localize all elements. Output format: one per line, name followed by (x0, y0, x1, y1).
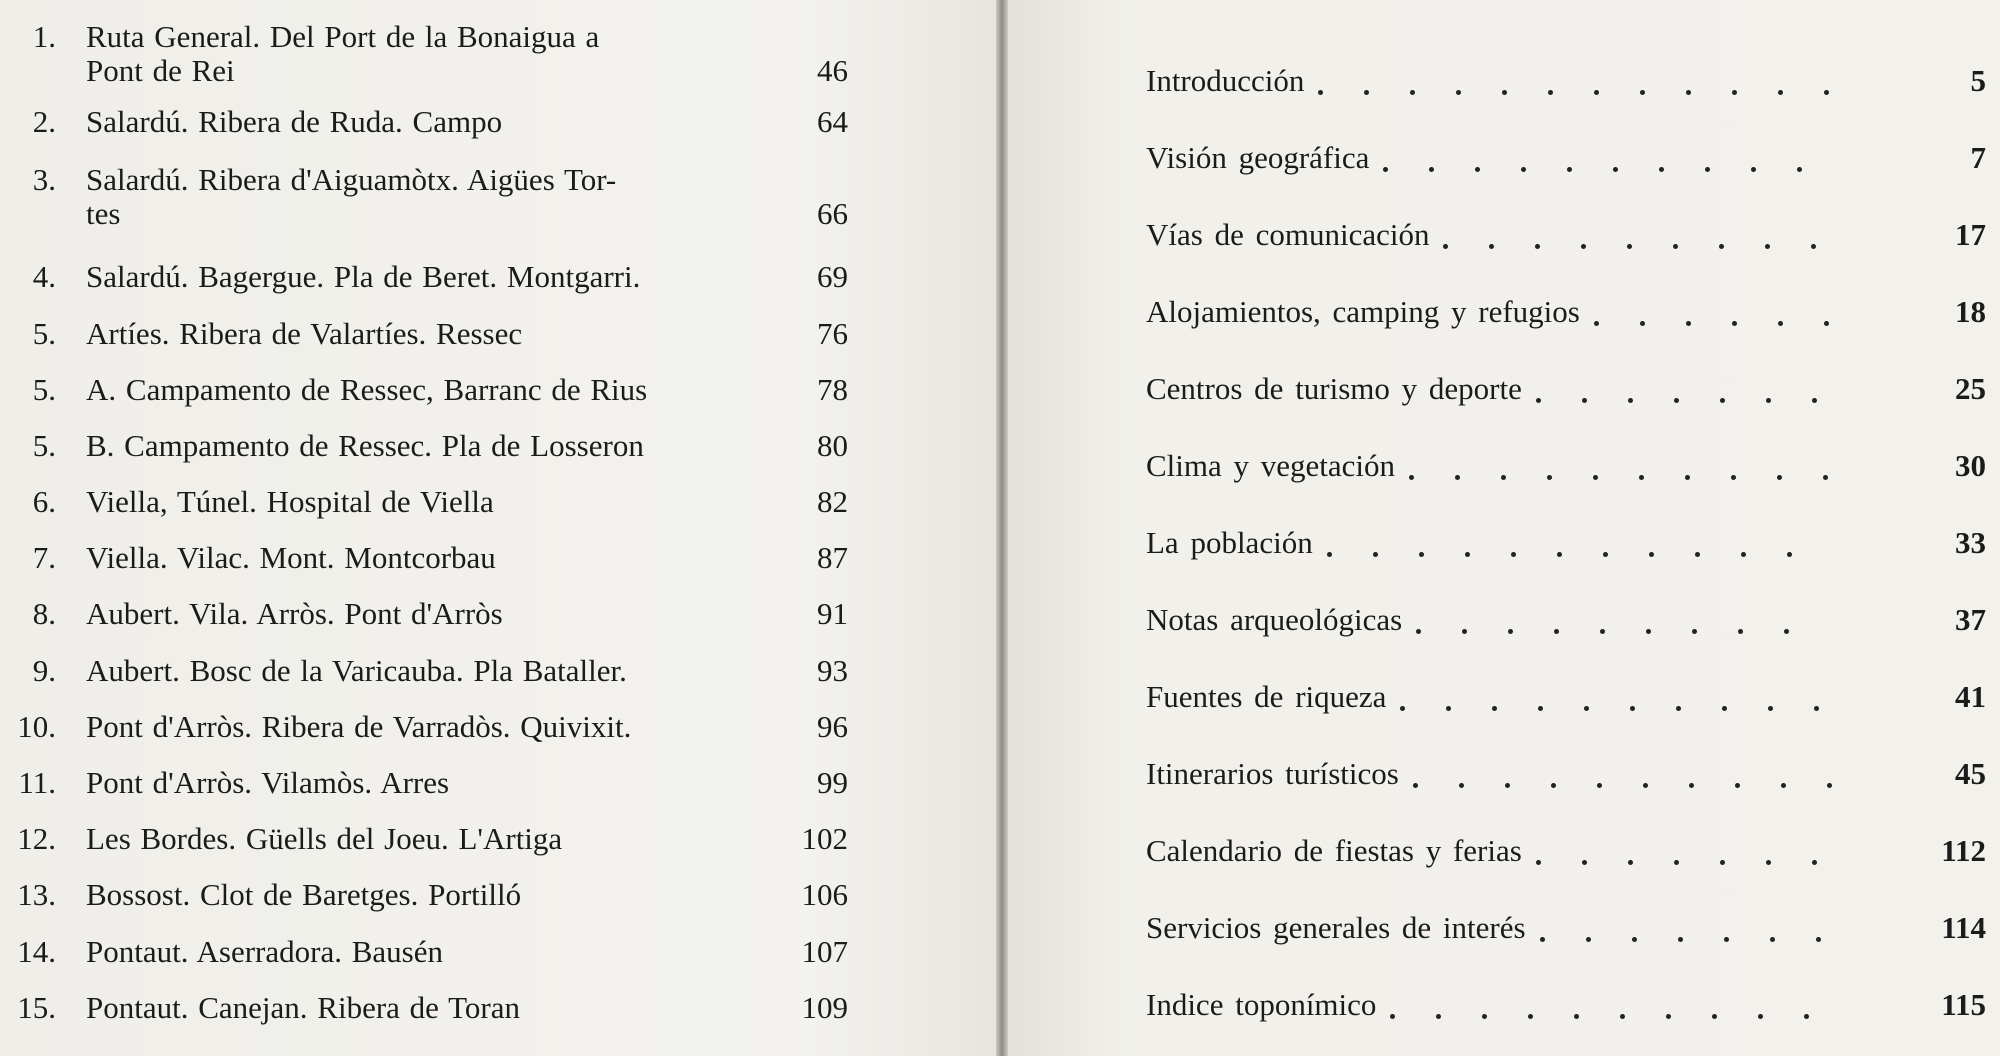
toc-page-number: 30 (1955, 448, 1986, 483)
leader-dot (1597, 783, 1602, 788)
leader-dot (1778, 90, 1783, 95)
entry-title-line: Les Bordes. Güells del Joeu. L'Artiga (86, 821, 563, 856)
toc-entry-title: Calendario de fiestas y ferias (1146, 833, 1522, 868)
leader-dot (1613, 167, 1618, 172)
leader-dot (1390, 1014, 1395, 1019)
toc-entry-title: Visión geográfica (1146, 140, 1370, 175)
leader-dot (1720, 398, 1725, 403)
leader-dot (1538, 706, 1543, 711)
leader-dot (1686, 90, 1691, 95)
entry-title-line: Salardú. Ribera de Ruda. Campo (86, 104, 503, 139)
entry-number: 5. (32, 428, 56, 463)
leader-dot (1695, 552, 1700, 557)
leader-dot (1812, 860, 1817, 865)
leader-dot (1766, 860, 1771, 865)
entry-title-line: Viella. Vilac. Mont. Montcorbau (86, 540, 496, 575)
entry-page-number: 93 (817, 653, 848, 688)
leader-dot (1766, 398, 1771, 403)
leader-dot (1824, 321, 1829, 326)
entry-page-number: 76 (817, 316, 848, 351)
leader-dot (1758, 1014, 1763, 1019)
toc-page-number: 41 (1955, 679, 1986, 714)
entry-title-line: Bossost. Clot de Baretges. Portilló (86, 877, 522, 912)
leader-dot (1719, 244, 1724, 249)
leader-dot (1410, 90, 1415, 95)
leader-dot (1364, 90, 1369, 95)
leader-dot (1720, 860, 1725, 865)
leader-dot (1724, 937, 1729, 942)
toc-entry-title: Fuentes de riqueza (1146, 679, 1387, 714)
leader-dot (1735, 783, 1740, 788)
leader-dot (1686, 321, 1691, 326)
toc-entry-title: La población (1146, 525, 1313, 560)
entry-number: 4. (32, 259, 56, 294)
leader-dot (1582, 860, 1587, 865)
leader-dot (1594, 321, 1599, 326)
leader-dot (1475, 167, 1480, 172)
leader-dot (1685, 475, 1690, 480)
leader-dot (1505, 783, 1510, 788)
leader-dot (1508, 629, 1513, 634)
entry-number: 3. (32, 162, 56, 197)
leader-dot (1400, 706, 1405, 711)
entry-title-line: Ruta General. Del Port de la Bonaigua a (86, 19, 600, 54)
entry-page-number: 107 (801, 934, 848, 969)
entry-number: 5. (32, 316, 56, 351)
leader-dot (1593, 475, 1598, 480)
leader-dot (1632, 937, 1637, 942)
entry-title-line: A. Campamento de Ressec, Barranc de Rius (86, 372, 648, 407)
entry-page-number: 69 (817, 259, 848, 294)
leader-dot (1501, 475, 1506, 480)
leader-dot (1528, 1014, 1533, 1019)
toc-entry-title: Notas arqueológicas (1146, 602, 1403, 637)
leader-dot (1455, 475, 1460, 480)
leader-dot (1459, 783, 1464, 788)
leader-dot (1640, 90, 1645, 95)
leader-dot (1673, 244, 1678, 249)
leader-dot (1554, 629, 1559, 634)
toc-entry-title: Itinerarios turísticos (1146, 756, 1399, 791)
leader-dot (1784, 629, 1789, 634)
entry-number: 15. (17, 990, 56, 1025)
entry-title-line: Pont d'Arròs. Vilamòs. Arres (86, 765, 450, 800)
leader-dot (1777, 475, 1782, 480)
leader-dot (1409, 475, 1414, 480)
leader-dot (1492, 706, 1497, 711)
entry-number: 9. (32, 653, 56, 688)
entry-number: 7. (32, 540, 56, 575)
leader-dot (1765, 244, 1770, 249)
leader-dot (1548, 90, 1553, 95)
toc-entry-title: Clima y vegetación (1146, 448, 1396, 483)
entry-number: 1. (32, 19, 56, 54)
leader-dot (1429, 167, 1434, 172)
leader-dot (1630, 706, 1635, 711)
leader-dot (1722, 706, 1727, 711)
leader-dot (1511, 552, 1516, 557)
leader-dot (1639, 475, 1644, 480)
entry-number: 13. (17, 877, 56, 912)
leader-dot (1732, 90, 1737, 95)
entry-number: 8. (32, 596, 56, 631)
leader-dot (1646, 629, 1651, 634)
leader-dot (1640, 321, 1645, 326)
leader-dot (1689, 783, 1694, 788)
leader-dot (1781, 783, 1786, 788)
leader-dot (1678, 937, 1683, 942)
leader-dot (1643, 783, 1648, 788)
entry-title-line: Salardú. Ribera d'Aiguamòtx. Aigües Tor- (86, 162, 617, 197)
leader-dot (1567, 167, 1572, 172)
entry-number: 2. (32, 104, 56, 139)
leader-dot (1581, 244, 1586, 249)
toc-page-number: 115 (1941, 987, 1986, 1022)
leader-dot (1811, 244, 1816, 249)
leader-dot (1824, 90, 1829, 95)
leader-dot (1628, 398, 1633, 403)
entry-title-line: Pont de Rei (86, 53, 235, 88)
leader-dot (1676, 706, 1681, 711)
leader-dot (1443, 244, 1448, 249)
leader-dot (1462, 629, 1467, 634)
leader-dot (1804, 1014, 1809, 1019)
leader-dot (1557, 552, 1562, 557)
entry-page-number: 78 (817, 372, 848, 407)
leader-dot (1318, 90, 1323, 95)
leader-dot (1741, 552, 1746, 557)
leader-dot (1620, 1014, 1625, 1019)
leader-dot (1383, 167, 1388, 172)
leader-dot (1465, 552, 1470, 557)
entry-title-line: Aubert. Vila. Arròs. Pont d'Arròs (86, 596, 503, 631)
toc-entry-title: Centros de turismo y deporte (1146, 371, 1522, 406)
leader-dot (1628, 860, 1633, 865)
entry-page-number: 80 (817, 428, 848, 463)
entry-page-number: 82 (817, 484, 848, 519)
toc-entry-title: Servicios generales de interés (1146, 910, 1526, 945)
entry-page-number: 96 (817, 709, 848, 744)
leader-dot (1586, 937, 1591, 942)
entry-title-line: tes (86, 196, 121, 231)
leader-dot (1659, 167, 1664, 172)
leader-dot (1731, 475, 1736, 480)
entry-page-number: 109 (801, 990, 848, 1025)
leader-dot (1674, 860, 1679, 865)
entry-title-line: Pontaut. Canejan. Ribera de Toran (86, 990, 520, 1025)
leader-dot (1797, 167, 1802, 172)
leader-dot (1674, 398, 1679, 403)
entry-title-line: Salardú. Bagergue. Pla de Beret. Montgarri. (86, 259, 641, 294)
entry-page-number: 106 (801, 877, 848, 912)
entry-page-number: 99 (817, 765, 848, 800)
leader-dot (1649, 552, 1654, 557)
leader-dot (1446, 706, 1451, 711)
leader-dot (1436, 1014, 1441, 1019)
leader-dot (1416, 629, 1421, 634)
entry-title-line: Aubert. Bosc de la Varicauba. Pla Bataller. (86, 653, 627, 688)
leader-dot (1768, 706, 1773, 711)
leader-dot (1827, 783, 1832, 788)
toc-page-number: 25 (1955, 371, 1986, 406)
toc-page-number: 112 (1941, 833, 1986, 868)
toc-page-number: 33 (1955, 525, 1986, 560)
entry-title-line: Viella, Túnel. Hospital de Viella (86, 484, 494, 519)
leader-dot (1787, 552, 1792, 557)
leader-dot (1502, 90, 1507, 95)
entry-title-line: Pont d'Arròs. Ribera de Varradòs. Quivixit. (86, 709, 632, 744)
leader-dot (1413, 783, 1418, 788)
leader-dot (1770, 937, 1775, 942)
leader-dot (1456, 90, 1461, 95)
toc-entry-title: Introducción (1146, 63, 1305, 98)
leader-dot (1551, 783, 1556, 788)
leader-dot (1582, 398, 1587, 403)
entry-number: 12. (17, 821, 56, 856)
leader-dot (1666, 1014, 1671, 1019)
leader-dot (1584, 706, 1589, 711)
leader-dot (1373, 552, 1378, 557)
leader-dot (1540, 937, 1545, 942)
leader-dot (1712, 1014, 1717, 1019)
leader-dot (1489, 244, 1494, 249)
toc-page-number: 37 (1955, 602, 1986, 637)
toc-entry-title: Vías de comunicación (1146, 217, 1430, 252)
entry-title-line: B. Campamento de Ressec. Pla de Losseron (86, 428, 644, 463)
entry-page-number: 66 (817, 196, 848, 231)
entry-title-line: Artíes. Ribera de Valartíes. Ressec (86, 316, 523, 351)
leader-dot (1535, 244, 1540, 249)
entry-number: 6. (32, 484, 56, 519)
leader-dot (1692, 629, 1697, 634)
toc-entry-title: Indice toponímico (1146, 987, 1377, 1022)
entry-title-line: Pontaut. Aserradora. Bausén (86, 934, 443, 969)
entry-number: 10. (17, 709, 56, 744)
leader-dot (1574, 1014, 1579, 1019)
entry-page-number: 64 (817, 104, 848, 139)
leader-dot (1814, 706, 1819, 711)
leader-dot (1419, 552, 1424, 557)
leader-dot (1327, 552, 1332, 557)
leader-dot (1738, 629, 1743, 634)
entry-number: 11. (18, 765, 56, 800)
leader-dot (1778, 321, 1783, 326)
leader-dot (1594, 90, 1599, 95)
entry-page-number: 46 (817, 53, 848, 88)
leader-dot (1705, 167, 1710, 172)
leader-dot (1812, 398, 1817, 403)
toc-page-number: 7 (1970, 140, 1986, 175)
leader-dot (1823, 475, 1828, 480)
entry-page-number: 91 (817, 596, 848, 631)
leader-dot (1732, 321, 1737, 326)
leader-dot (1600, 629, 1605, 634)
leader-dot (1751, 167, 1756, 172)
toc-page-number: 114 (1941, 910, 1986, 945)
leader-dot (1547, 475, 1552, 480)
leader-dot (1536, 860, 1541, 865)
leader-dot (1627, 244, 1632, 249)
toc-page-number: 45 (1955, 756, 1986, 791)
entry-number: 14. (17, 934, 56, 969)
entry-number: 5. (32, 372, 56, 407)
leader-dot (1536, 398, 1541, 403)
toc-page-number: 18 (1955, 294, 1986, 329)
leader-dot (1603, 552, 1608, 557)
leader-dot (1521, 167, 1526, 172)
toc-entry-title: Alojamientos, camping y refugios (1146, 294, 1580, 329)
leader-dot (1482, 1014, 1487, 1019)
table-of-contents (1008, 0, 2000, 1056)
entry-page-number: 102 (801, 821, 848, 856)
leader-dot (1816, 937, 1821, 942)
toc-page-number: 5 (1970, 63, 1986, 98)
entry-page-number: 87 (817, 540, 848, 575)
toc-page-number: 17 (1955, 217, 1986, 252)
